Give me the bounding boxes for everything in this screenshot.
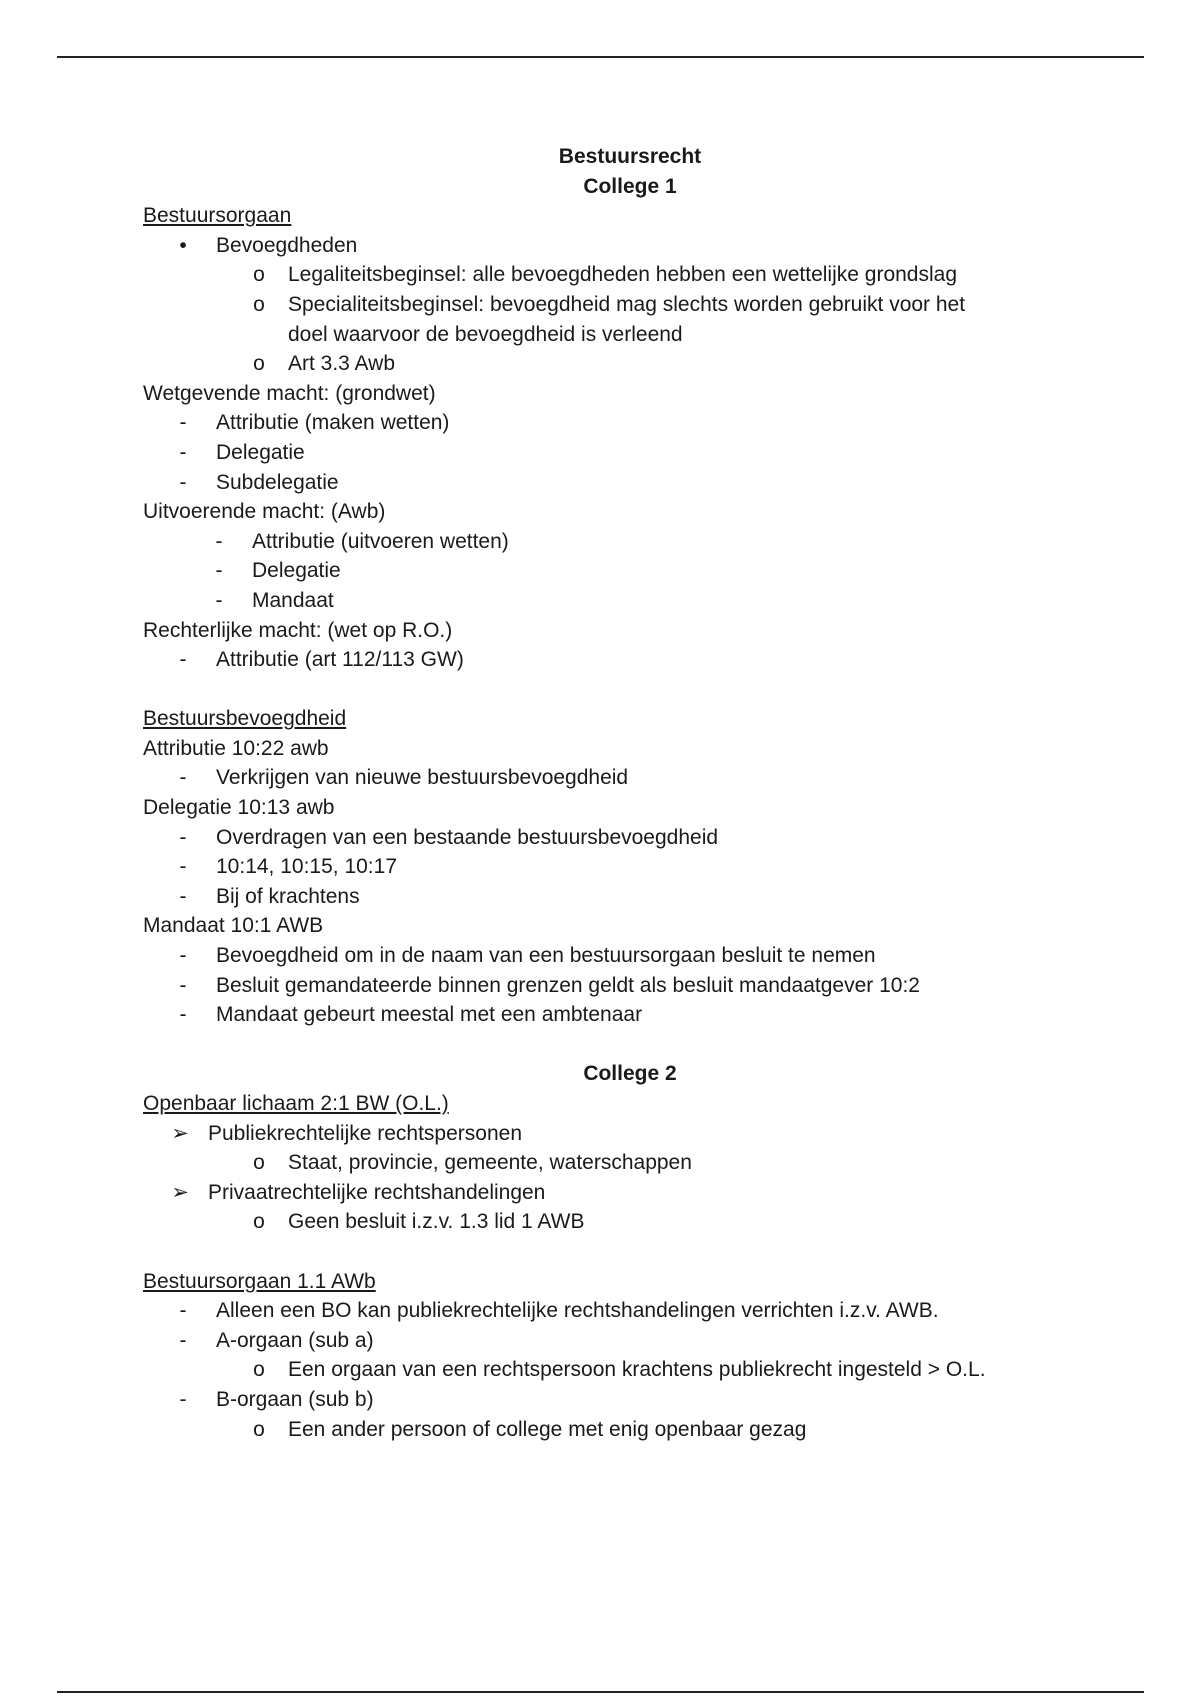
bestuursbevoegdheid-heading: Bestuursbevoegdheid (143, 707, 347, 731)
list-item: - Attributie (art 112/113 GW) (179, 648, 464, 672)
college-2-heading: College 2 (583, 1062, 677, 1086)
list-item: - Delegatie (215, 559, 341, 583)
sub-marker: o (253, 263, 265, 287)
openbaar-lichaam-heading: Openbaar lichaam 2:1 BW (O.L.) (143, 1092, 449, 1115)
uitvoerende-heading: Uitvoerende macht: (Awb) (143, 500, 386, 524)
list-item: - Subdelegatie (179, 470, 339, 494)
list-item: ➢ Publiekrechtelijke rechtspersonen (143, 1119, 1143, 1149)
college-1-heading: College 1 (583, 174, 677, 198)
list-item: ➢ Privaatrechtelijke rechtshandelingen (143, 1178, 1143, 1208)
list-item: - Mandaat gebeurt meestal met een ambtenaar (179, 1003, 643, 1027)
list-item: - Overdragen van een bestaande bestuursbevoegdheid (179, 825, 719, 849)
list-item: - Alleen een BO kan publiekrechtelijke rechtshandelingen verrichten i.z.v. AWB. (179, 1299, 939, 1323)
list-item: - Attributie (uitvoeren wetten) (215, 529, 509, 553)
list-item: o Geen besluit i.z.v. 1.3 lid 1 AWB (253, 1210, 585, 1234)
sub-marker: o (253, 292, 265, 316)
list-item: - A-orgaan (sub a) (179, 1328, 374, 1352)
list-item: o Specialiteitsbeginsel: bevoegdheid mag slechts worden gebruikt voor het doel waarvoor de bevoegdheid is verleend (143, 290, 1143, 349)
list-item: - Bevoegdheid om in de naam van een bestuursorgaan besluit te nemen (179, 944, 876, 968)
list-item: - Verkrijgen van nieuwe bestuursbevoegdheid (179, 766, 629, 790)
list-item: - Mandaat (215, 588, 334, 612)
bullet-marker: • (179, 233, 187, 257)
list-item: o Een ander persoon of college met enig openbaar gezag (253, 1417, 807, 1441)
attributie-heading: Attributie 10:22 awb (143, 736, 329, 760)
list-item: - Besluit gemandateerde binnen grenzen geldt als besluit mandaatgever 10:2 (179, 973, 920, 997)
list-item: - 10:14, 10:15, 10:17 (179, 855, 397, 879)
rechterlijke-heading: Rechterlijke macht: (wet op R.O.) (143, 618, 453, 642)
document-body (143, 142, 1143, 1444)
sub-marker: o (253, 352, 265, 376)
arrow-marker: ➢ (171, 1180, 189, 1204)
list-item: o Legaliteitsbeginsel: alle bevoegdheden hebben een wettelijke grondslag (143, 260, 1143, 290)
bottom-rule (57, 1691, 1144, 1693)
list-item: - B-orgaan (sub b) (179, 1387, 374, 1411)
arrow-marker: ➢ (171, 1121, 189, 1145)
mandaat-heading: Mandaat 10:1 AWB (143, 914, 324, 938)
top-rule (57, 56, 1144, 58)
wetgevende-heading: Wetgevende macht: (grondwet) (143, 381, 436, 405)
delegatie-heading: Delegatie 10:13 awb (143, 796, 335, 820)
list-item: o Art 3.3 Awb (143, 349, 1143, 379)
list-item: - Delegatie (179, 440, 305, 464)
list-item: - Bij of krachtens (179, 884, 360, 908)
list-item: • Bevoegdheden (143, 231, 1143, 261)
bestuursorgaan-awb-heading: Bestuursorgaan 1.1 AWb (143, 1269, 376, 1293)
bestuursorgaan-heading: Bestuursorgaan (143, 204, 292, 228)
list-item: o Staat, provincie, gemeente, waterschappen (253, 1151, 692, 1175)
document-title: Bestuursrecht (558, 145, 702, 168)
list-item: - Attributie (maken wetten) (179, 411, 450, 435)
list-item: o Een orgaan van een rechtspersoon krachtens publiekrecht ingesteld > O.L. (253, 1358, 986, 1382)
